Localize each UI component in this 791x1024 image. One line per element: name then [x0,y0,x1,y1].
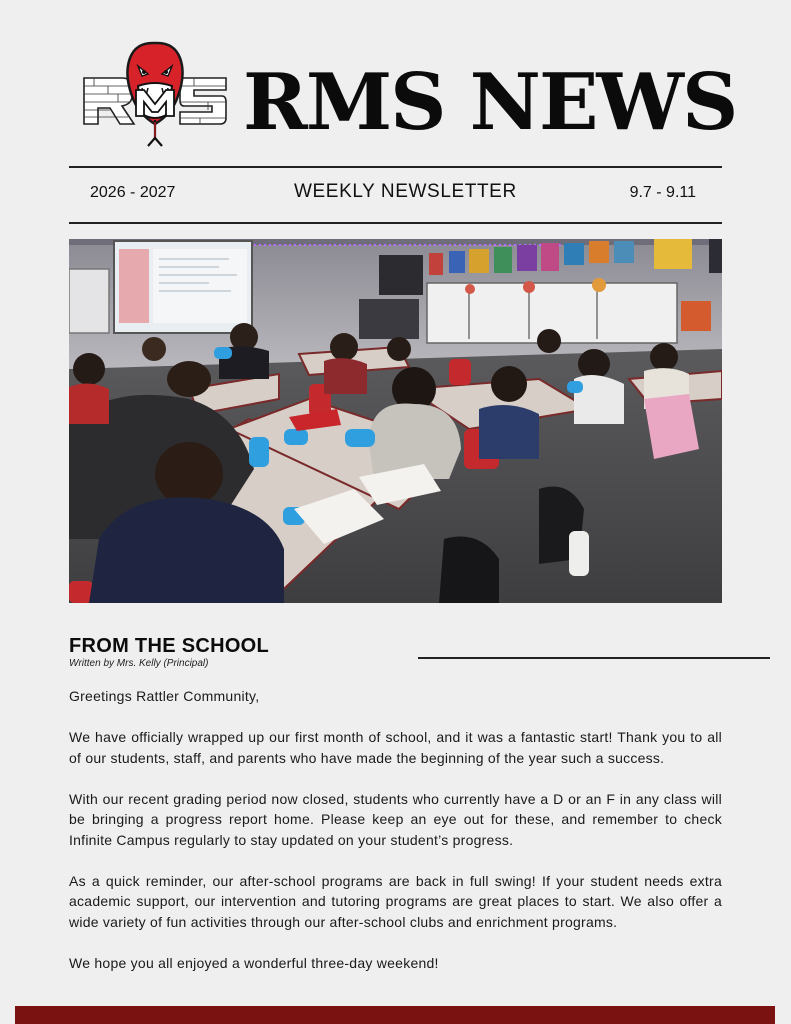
footer-bar [15,1006,775,1024]
header-bottom-rule [69,222,722,224]
masthead [0,0,791,160]
school-year: 2026 - 2027 [90,184,176,201]
body-paragraph: As a quick reminder, our after-school programs are back in full swing! If your student needs extra academic support, our intervention and tutoring programs are great places to start. We also offer a wide variety of fun activities through our after-school clubs and enrichment programs. [69,872,722,930]
article-body [69,686,722,994]
header-top-rule [69,166,722,168]
rattler-logo-icon [82,40,228,150]
newsletter-title: RMS NEWS [243,57,737,148]
greeting-paragraph: Greetings Rattler Community, [69,688,260,704]
body-paragraph: We have officially wrapped up our first month of school, and it was a fantastic start! Thank you to all of our students, staff, and parents who have made the beginning of the year such a success. [69,729,722,766]
date-range: 9.7 - 9.11 [629,184,696,201]
newsletter-label: WEEKLY NEWSLETTER [294,181,517,202]
body-paragraph: With our recent grading period now closed, students who currently have a D or an F in any class will be bringing a progress report home. Please keep an eye out for these, and remember to check Infinite Campus regularly to stay updated on your student’s progress. [69,790,722,848]
section-title: FROM THE SCHOOL [69,635,270,657]
closing-paragraph: We hope you all enjoyed a wonderful three-day weekend! [69,954,439,971]
section-rule [418,657,770,659]
article-byline: Written by Mrs. Kelly (Principal) [69,658,209,669]
classroom-photo [69,239,722,603]
